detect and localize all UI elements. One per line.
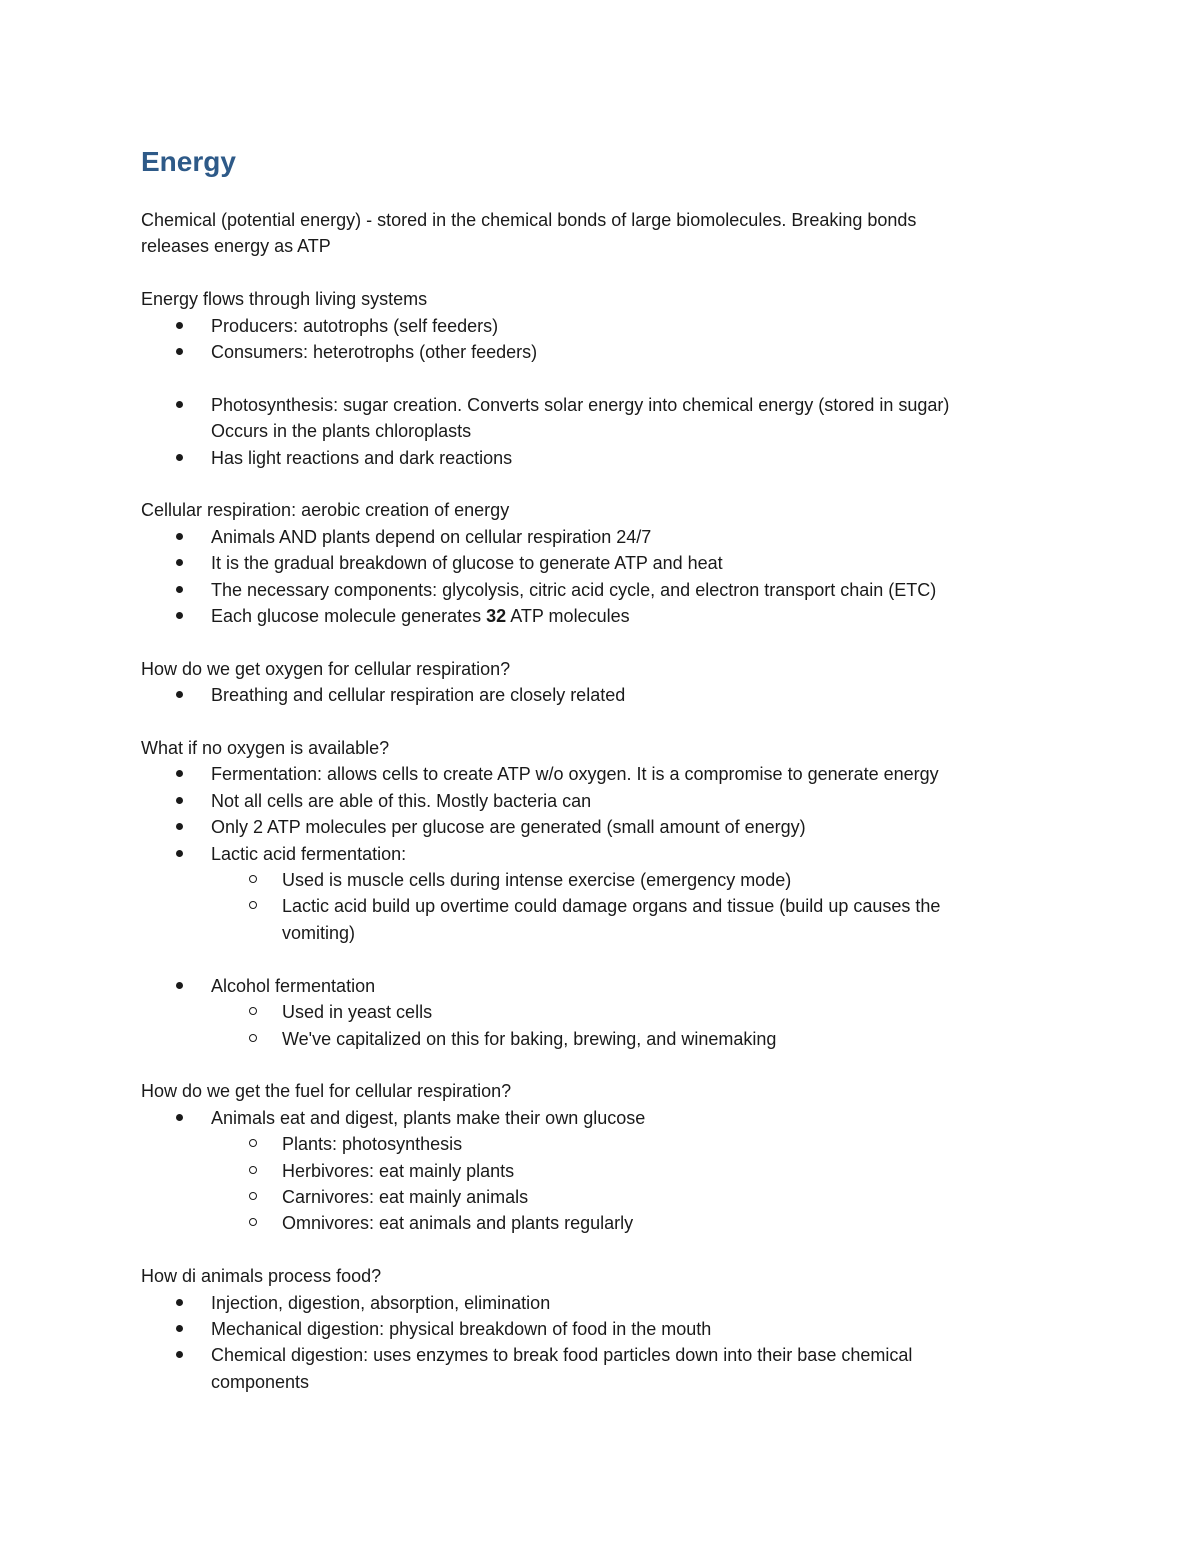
alcohol-fermentation-list [141,973,1041,999]
sub-list-item: We've capitalized on this for baking, brewing, and winemaking [141,1026,1041,1052]
sub-list-item: Used is muscle cells during intense exercise (emergency mode) [141,867,1041,893]
list-item: Injection, digestion, absorption, elimination [141,1290,1041,1316]
section-heading-no-oxygen: What if no oxygen is available? [141,738,390,759]
fuel-list [141,1105,1041,1131]
section-heading-cellular-respiration: Cellular respiration: aerobic creation of energy [141,500,510,521]
sub-list-item: Plants: photosynthesis [141,1131,1041,1157]
sub-list-item: Used in yeast cells [141,999,1041,1025]
list-item: Lactic acid fermentation: [141,841,1041,867]
energy-flows-list [141,313,1041,366]
page-title: Energy [141,146,236,177]
list-item: Chemical digestion: uses enzymes to break food particles down into their base chemical components [141,1342,1041,1395]
document-body [141,207,1041,1395]
list-item: Mechanical digestion: physical breakdown of food in the mouth [141,1316,1041,1342]
list-item: Has light reactions and dark reactions [141,445,1041,471]
list-item: Alcohol fermentation [141,973,1041,999]
list-item: Photosynthesis: sugar creation. Converts solar energy into chemical energy (stored in sugar) Occurs in the plants chloroplasts [141,392,1041,445]
process-food-list [141,1290,1041,1396]
section-heading-process-food: How di animals process food? [141,1266,382,1287]
list-item: Not all cells are able of this. Mostly bacteria can [141,788,1041,814]
list-item-text: Each glucose molecule generates [211,606,487,627]
lactic-acid-sublist [141,867,1041,946]
intro-paragraph [141,207,1041,260]
intro-line-1: Chemical (potential energy) - stored in the chemical bonds of large biomolecules. Breaking bonds [141,210,917,230]
list-item: The necessary components: glycolysis, citric acid cycle, and electron transport chain (ETC) [141,577,1041,603]
list-item [141,603,1041,629]
list-item: Animals eat and digest, plants make their own glucose [141,1105,1041,1131]
list-item: It is the gradual breakdown of glucose to generate ATP and heat [141,550,1041,576]
fuel-sublist [141,1131,1041,1237]
list-item: Animals AND plants depend on cellular respiration 24/7 [141,524,1041,550]
section-heading-oxygen: How do we get oxygen for cellular respiration? [141,658,511,679]
sub-list-item: Omnivores: eat animals and plants regularly [141,1210,1041,1236]
list-item: Producers: autotrophs (self feeders) [141,313,1041,339]
sub-list-item: Herbivores: eat mainly plants [141,1158,1041,1184]
list-item-text: ATP molecules [506,606,630,627]
section-heading-fuel: How do we get the fuel for cellular respiration? [141,1081,512,1102]
cellular-respiration-list [141,524,1041,630]
fermentation-list [141,761,1041,867]
sub-list-item: Carnivores: eat mainly animals [141,1184,1041,1210]
list-item: Breathing and cellular respiration are closely related [141,682,1041,708]
list-item: Consumers: heterotrophs (other feeders) [141,339,1041,365]
sub-list-item: Lactic acid build up overtime could damage organs and tissue (build up causes the vomiting) [141,893,1041,946]
photosynthesis-list [141,392,1041,471]
oxygen-list [141,682,1041,708]
intro-line-2: releases energy as ATP [141,236,331,257]
alcohol-sublist [141,999,1041,1052]
list-item: Only 2 ATP molecules per glucose are generated (small amount of energy) [141,814,1041,840]
atp-count: 32 [486,606,507,627]
list-item: Fermentation: allows cells to create ATP w/o oxygen. It is a compromise to generate energy [141,761,1041,787]
section-heading-energy-flows: Energy flows through living systems [141,289,428,310]
